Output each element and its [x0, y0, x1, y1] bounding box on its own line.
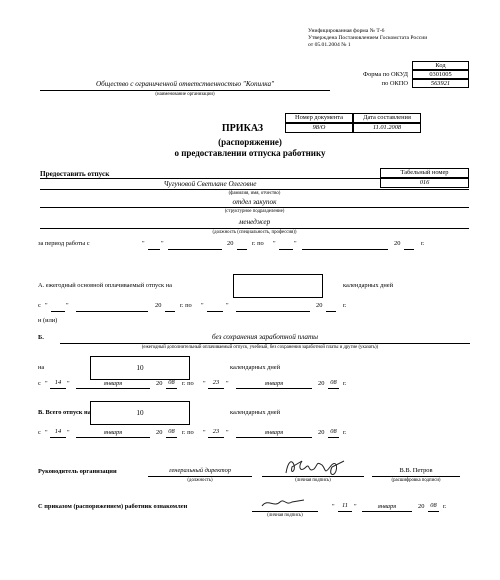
period-q1: " — [142, 240, 145, 247]
acquainted-label: С приказом (распоряжением) работник ознакомлен — [38, 503, 188, 510]
a-g: г. — [343, 302, 347, 309]
period-month-to-line — [302, 249, 388, 250]
head-name: В.В. Петров — [399, 467, 433, 474]
section-v-days-box — [90, 401, 190, 425]
acq-q1: " — [332, 503, 335, 510]
v-end-day-line — [208, 437, 224, 438]
b-end-day-line — [208, 388, 224, 389]
period-day-to-line — [279, 249, 293, 250]
head-position: генеральный директор — [168, 467, 232, 474]
v-end-month: января — [264, 429, 284, 436]
period-yr2: 20 — [394, 240, 401, 247]
period-gpo: г. по — [252, 240, 264, 247]
a-yr2: 20 — [316, 302, 323, 309]
b-start-year-line — [166, 388, 177, 389]
period-day-from-line — [148, 249, 160, 250]
acquainted-day: 11 — [342, 502, 348, 509]
period-yr1: 20 — [227, 240, 234, 247]
acquainted-g: г. — [443, 503, 447, 510]
section-b-days-value: 10 — [136, 363, 144, 372]
okud-label: Форма по ОКУД — [363, 71, 408, 78]
section-b-days-label: календарных дней — [230, 364, 281, 371]
v-q1: " — [45, 429, 48, 436]
v-yr2: 20 — [318, 429, 325, 436]
section-b-underline — [60, 343, 470, 344]
a-year-to-line — [326, 311, 336, 312]
employee-name-underline — [40, 189, 469, 190]
v-start-day: 14 — [54, 428, 62, 435]
employee-department: отдел закупок — [232, 198, 277, 206]
section-v-days-value: 10 — [136, 408, 144, 417]
form-line-3: от 05.01.2004 № 1 — [308, 42, 351, 48]
okud-value — [412, 70, 469, 79]
v-start-month: января — [103, 429, 123, 436]
doc-number-text: 98/О — [312, 124, 326, 131]
employee-signature-line — [252, 511, 318, 512]
b-yr1: 20 — [156, 380, 163, 387]
head-name-line — [372, 476, 460, 477]
a-q1: " — [45, 302, 48, 309]
section-b-days-box — [90, 356, 190, 380]
tab-header — [380, 168, 469, 178]
v-start-month-line — [76, 437, 150, 438]
doc-date-header — [353, 113, 421, 123]
b-start-month: января — [103, 380, 123, 387]
v-end-month-line — [236, 437, 312, 438]
period-label: за период работы с — [38, 240, 90, 247]
period-g: г. — [421, 240, 425, 247]
tab-label: Табельный номер — [400, 169, 449, 176]
grant-underline — [40, 178, 380, 179]
v-end-year: 08 — [330, 428, 337, 435]
a-gpo: г. по — [180, 302, 192, 309]
head-position-caption: (должность) — [187, 478, 213, 483]
b-end-year-line — [328, 388, 339, 389]
b-end-year: 08 — [330, 379, 337, 386]
organization-underline — [40, 90, 330, 91]
employee-signature — [258, 494, 308, 512]
department-underline — [40, 207, 469, 208]
period-year-from-line — [237, 249, 247, 250]
period-year-to-line — [404, 249, 414, 250]
section-a-or: н (или) — [38, 317, 58, 324]
b-end-month-line — [236, 388, 312, 389]
a-q3: " — [201, 302, 204, 309]
a-month-from-line — [76, 311, 148, 312]
doc-date-value — [353, 123, 421, 133]
period-month-from-line — [168, 249, 222, 250]
form-line-2: Утверждена Постановлением Госкомстата России — [308, 35, 428, 41]
doc-number-value — [285, 123, 353, 133]
section-a-days-box — [233, 274, 323, 298]
acquainted-year: 08 — [430, 502, 437, 509]
b-g: г. — [343, 380, 347, 387]
tab-value-text: 016 — [419, 179, 430, 186]
a-day-from-line — [51, 311, 65, 312]
kod-label: Код — [435, 61, 446, 69]
b-start-year: 08 — [168, 379, 175, 386]
kod-header — [412, 61, 469, 70]
section-b-caption: (ежегодный дополнительный оплачиваемый отпуск, учебный, без сохранения заработной платы и другие (указать)) — [141, 345, 379, 350]
position-underline — [40, 228, 469, 229]
acquainted-day-line — [338, 511, 352, 512]
okud-value-text: 0301005 — [429, 70, 452, 78]
a-q4: " — [226, 302, 229, 309]
section-v-label: В. Всего отпуск на — [38, 409, 91, 416]
b-start-day-line — [50, 388, 66, 389]
period-q2: " — [161, 240, 164, 247]
doc-number-label: Номер документа — [295, 114, 343, 121]
v-from: с — [38, 429, 41, 436]
grant-label: Предоставить отпуск — [40, 170, 110, 178]
okpo-value-text: 563921 — [430, 79, 451, 87]
employee-name-caption: (фамилия, имя, отчество) — [228, 191, 281, 196]
b-start-day: 14 — [54, 379, 62, 386]
a-month-to-line — [236, 311, 310, 312]
a-day-to-line — [207, 311, 223, 312]
v-gpo: г. по — [182, 429, 194, 436]
b-end-month: января — [264, 380, 284, 387]
okpo-label: по ОКПО — [381, 80, 408, 87]
a-year-from-line — [165, 311, 175, 312]
doc-date-text: 11.01.2008 — [372, 124, 402, 131]
head-signature-line — [262, 476, 364, 477]
a-yr1: 20 — [155, 302, 162, 309]
head-name-caption: (расшифровка подписи) — [391, 478, 441, 483]
b-q2: " — [67, 380, 70, 387]
v-start-day-line — [50, 437, 66, 438]
v-end-day: 23 — [212, 428, 220, 435]
v-yr1: 20 — [156, 429, 163, 436]
head-position-line — [148, 476, 252, 477]
v-q4: " — [226, 429, 229, 436]
v-end-year-line — [328, 437, 339, 438]
title-rasporyazhenie: (распоряжение) — [218, 137, 282, 147]
v-start-year: 08 — [168, 428, 175, 435]
section-a-label: А. ежегодный основной оплачиваемый отпуск на — [38, 282, 173, 289]
head-signature-caption: (личная подпись) — [295, 478, 331, 483]
organization-caption: (наименование организации) — [155, 92, 215, 97]
doc-date-label: Дата составления — [363, 114, 411, 121]
b-q1: " — [45, 380, 48, 387]
employee-position: менеджер — [238, 218, 271, 226]
acquainted-month: января — [377, 503, 397, 510]
title-subject: о предоставлении отпуска работнику — [174, 148, 326, 158]
b-end-day: 23 — [212, 379, 220, 386]
section-b-label: Б. — [38, 334, 44, 341]
b-yr2: 20 — [318, 380, 325, 387]
v-start-year-line — [166, 437, 177, 438]
employee-name: Чугуновой Светлане Олеговне — [163, 180, 257, 188]
tab-value — [380, 178, 469, 188]
section-a-days-label: календарных дней — [343, 282, 394, 289]
section-v-days-label: календарных дней — [230, 409, 281, 416]
acquainted-year-prefix: 20 — [418, 503, 425, 510]
form-line-1: Унифицированная форма № Т-6 — [308, 28, 385, 34]
title-prikaz: ПРИКАЗ — [221, 123, 264, 134]
head-label: Руководитель организации — [38, 468, 117, 475]
employee-signature-caption: (личная подпись) — [267, 513, 303, 518]
b-gpo: г. по — [182, 380, 194, 387]
position-caption: (должность (специальность, профессия)) — [212, 230, 297, 235]
section-b-on: на — [38, 364, 45, 371]
organization-name: Общество с ограниченной ответственностью "Копилка" — [95, 80, 275, 88]
section-b-type: без сохранения заработной платы — [211, 333, 319, 341]
period-q4: " — [294, 240, 297, 247]
department-caption: (структурное подразделение) — [224, 209, 285, 214]
doc-number-header — [285, 113, 353, 123]
period-q3: " — [273, 240, 276, 247]
v-q2: " — [67, 429, 70, 436]
b-q4: " — [226, 380, 229, 387]
acquainted-month-line — [362, 511, 412, 512]
v-q3: " — [203, 429, 206, 436]
okpo-value — [412, 79, 469, 88]
a-q2: " — [66, 302, 69, 309]
acquainted-year-line — [428, 511, 439, 512]
acq-q2: " — [354, 503, 357, 510]
section-a-from: с — [38, 302, 41, 309]
b-from: с — [38, 380, 41, 387]
b-start-month-line — [76, 388, 150, 389]
b-q3: " — [203, 380, 206, 387]
v-g: г. — [343, 429, 347, 436]
